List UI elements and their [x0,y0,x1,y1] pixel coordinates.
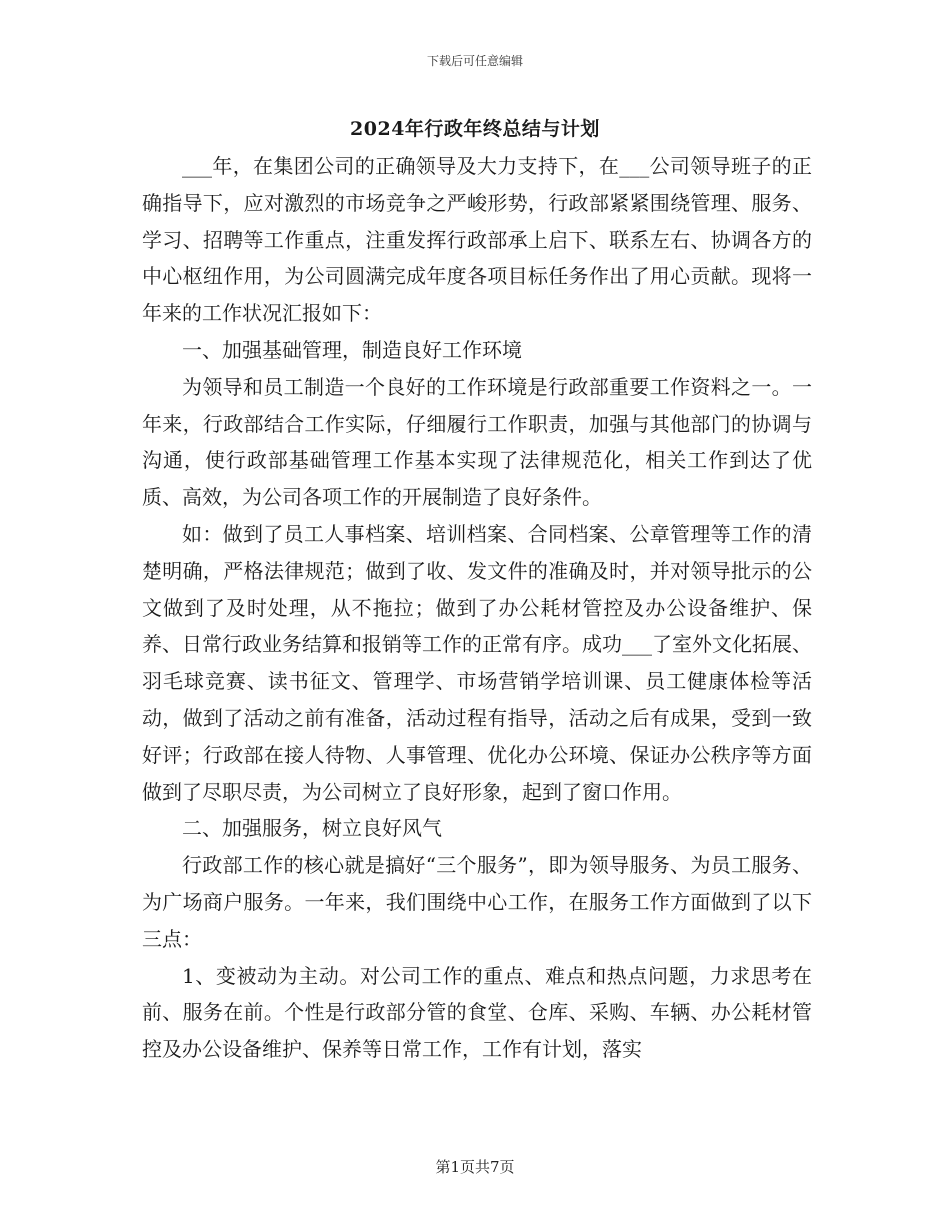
paragraph: 如：做到了员工人事档案、培训档案、合同档案、公章管理等工作的清楚明确，严格法律规范；做到了收、发文件的准确及时，并对领导批示的公文做到了及时处理，从不拖拉；做到了办公耗材管控及办公设备维护、保养、日常行政业务结算和报销等工作的正常有序。成功___了室外文化拓展、羽毛球竞赛、读书征文、管理学、市场营销学培训课、员工健康体检等活动，做到了活动之前有准备，活动过程有指导，活动之后有成果，受到一致好评；行政部在接人待物、人事管理、优化办公环境、保证办公秩序等方面做到了尽职尽责，为公司树立了良好形象，起到了窗口作用。 [142,521,812,804]
paragraph: 1、变被动为主动。对公司工作的重点、难点和热点问题，力求思考在前、服务在前。个性是行政部分管的食堂、仓库、采购、车辆、办公耗材管控及办公设备维护、保养等日常工作，工作有计划，落实 [142,963,812,1062]
paragraph: 行政部工作的核心就是搞好“三个服务”，即为领导服务、为员工服务、为广场商户服务。一年来，我们围绕中心工作，在服务工作方面做到了以下三点： [142,853,812,951]
section-heading-2: 二、加强服务，树立良好风气 [182,816,442,841]
document-body [142,148,812,1068]
paragraph: 为领导和员工制造一个良好的工作环境是行政部重要工作资料之一。一年来，行政部结合工作实际，仔细履行工作职责，加强与其他部门的协调与沟通，使行政部基础管理工作基本实现了法律规范化，相关工作到达了优质、高效，为公司各项工作的开展制造了良好条件。 [142,374,812,510]
header-note: 下载后可任意编辑 [426,54,523,68]
section-heading-1: 一、加强基础管理，制造良好工作环境 [182,337,522,362]
page-number: 第1页共7页 [435,1158,515,1176]
document-title: 2024年行政年终总结与计划 [350,118,600,140]
paragraph-intro: ___年，在集团公司的正确领导及大力支持下，在___公司领导班子的正确指导下，应对激烈的市场竞争之严峻形势，行政部紧紧围绕管理、服务、学习、招聘等工作重点，注重发挥行政部承上启下、联系左右、协调各方的中心枢纽作用，为公司圆满完成年度各项目标任务作出了用心贡献。现将一年来的工作状况汇报如下： [142,154,812,326]
